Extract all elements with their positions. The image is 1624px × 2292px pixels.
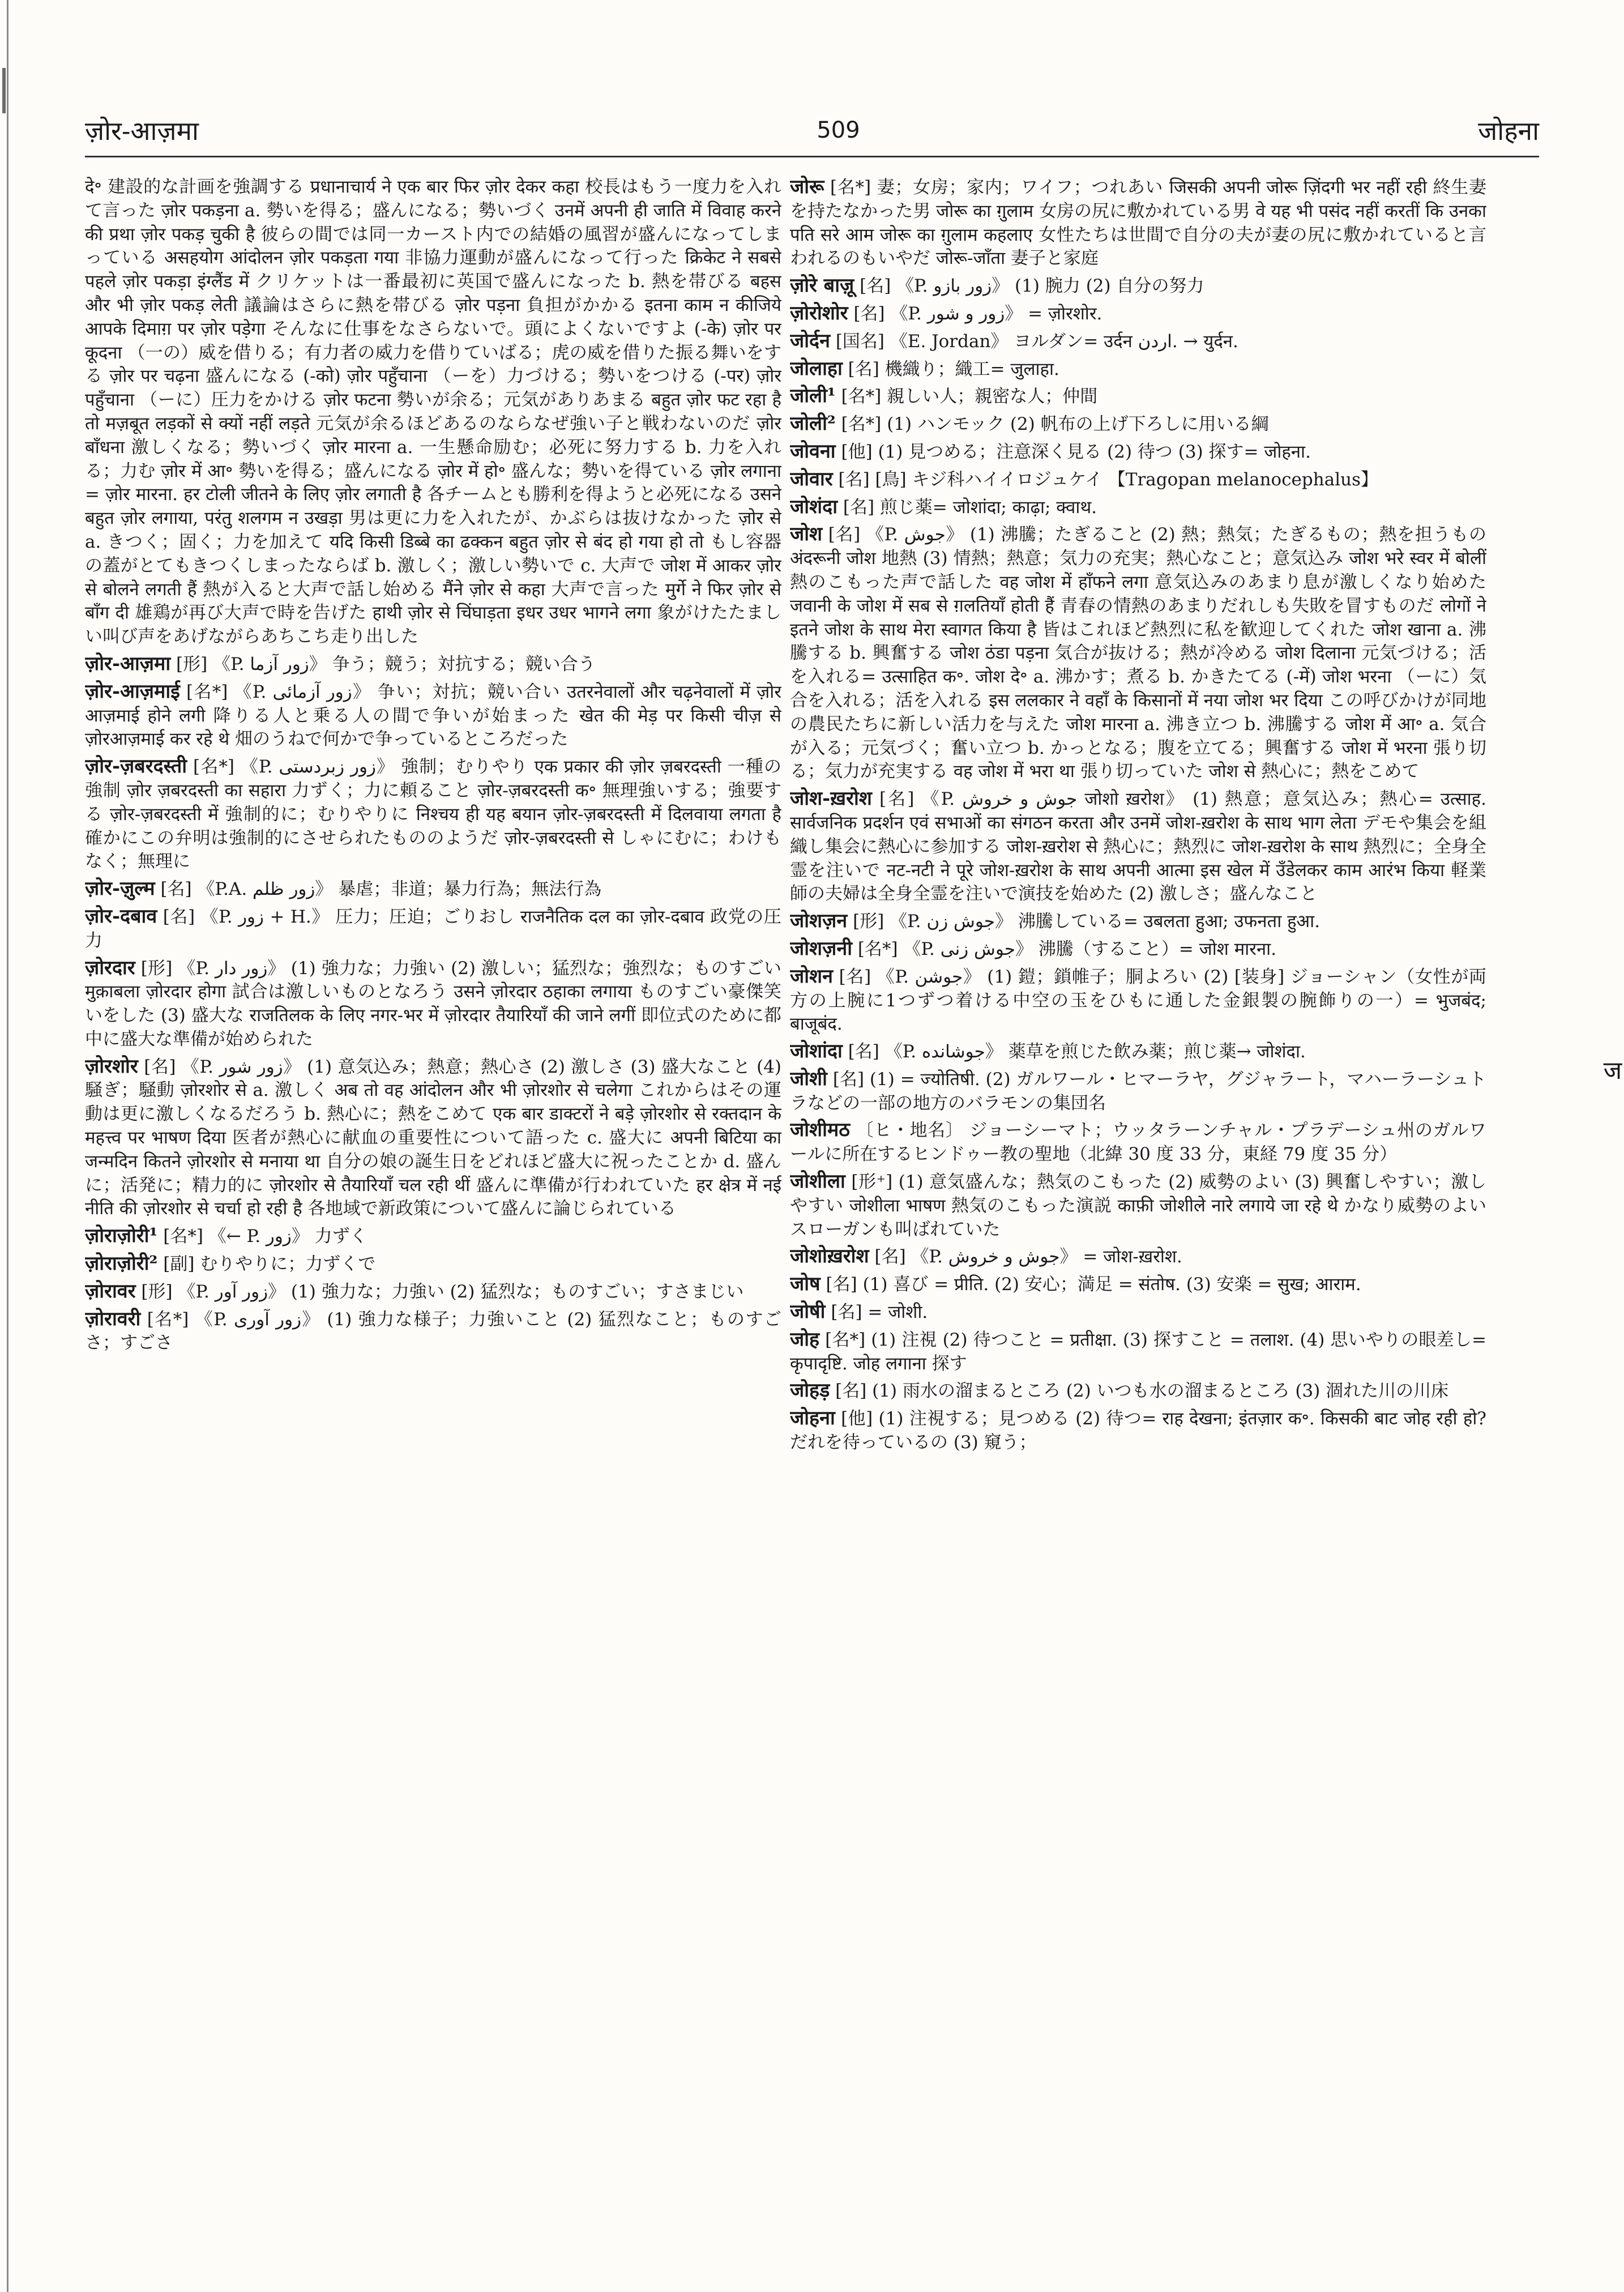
entry-definition: [名] = जोशी. (831, 1302, 928, 1323)
entry-definition: [形⁺] (1) 意気盛んな；熱気のこもった (2) 威勢のよい (3) 興奮しやすい；激しやすい जोशीला भाषण 熱気のこもった演説 काफ़ी जोशीले नारे लगाये जा रहे थे かなり威勢のよいスローガンも叫ばれていた (790, 1172, 1486, 1240)
dictionary-entry (790, 385, 1486, 409)
dictionary-entry (790, 302, 1486, 326)
entry-headword: जोली² (790, 412, 836, 436)
entry-headword: जोशीमठ (790, 1119, 851, 1142)
entry-headword: जोश (790, 523, 823, 546)
entry-definition: [形] 《P. جوش زن》 沸騰している= उबलता हुआ; उफनता हुआ. (853, 911, 1320, 932)
entry-definition: [形] 《P. زور آور》 (1) 強力な；力強い (2) 猛烈な；ものすごい；すさまじい (141, 1281, 744, 1302)
entry-headword: जोशज़न (790, 910, 848, 933)
entry-headword: जोवार (790, 467, 833, 490)
entry-definition: [名] (1) 喜び = प्रीति. (2) 安心；満足 = संतोष. (3) 安楽 = सुख; आराम. (826, 1274, 1361, 1295)
dictionary-entry (790, 1245, 1486, 1269)
dictionary-entry (85, 1308, 781, 1356)
entry-headword: जोशी (790, 1067, 827, 1090)
dictionary-entry (85, 1224, 781, 1249)
dictionary-entry (790, 523, 1486, 784)
dictionary-entry (790, 1379, 1486, 1403)
dictionary-entry (85, 1252, 781, 1277)
entry-headword: जोशंदा (790, 495, 838, 518)
entry-definition: [名] [鳥] キジ科ハイイロジュケイ 【Tragopan melanocephalus】 (838, 469, 1378, 490)
dictionary-entry (790, 330, 1486, 354)
entry-definition: [名] 《P. زور و شور》 = ज़ोरशोर. (853, 303, 1102, 324)
dictionary-entry (790, 1068, 1486, 1116)
dictionary-entry (85, 957, 781, 1052)
entry-headword: जोशज़नी (790, 937, 853, 960)
entry-definition: [名*] 《P. جوش زنی》 沸騰（すること）= जोश मारना. (857, 938, 1277, 959)
dictionary-entry (85, 905, 781, 953)
header-rule (85, 156, 1539, 157)
left-column (85, 176, 781, 2180)
entry-definition: [名] 《P. زور + H.》 圧力；圧迫；ごりおし राजनैतिक दल का ज़ोर-दबाव 政党の圧力 (85, 906, 781, 951)
entry-definition: [名] 《P. زور بازو》 (1) 腕力 (2) 自分の努力 (860, 276, 1204, 297)
dictionary-entry (85, 652, 781, 677)
entry-definition: दे॰ 建設的な計画を強調する प्रधानाचार्य ने एक बार फिर ज़ोर देकर कहा 校長はもう一度力を入れて言った ज़ोर पकड़ना a. 勢いを得る；盛んになる；勢いづく उनमें अपनी ही जाति में विवाह करने की प्रथा ज़ोर पकड़ चुकी है 彼らの間では同一カースト内での結婚の風習が盛んになってしまっている असहयोग आंदोलन ज़ोर पकड़ता गया 非協力運動が盛んになって行った क्रिकेट ने सबसे पहले ज़ोर पकड़ा इंग्लैंड में クリケットは一番最初に英国で盛んになった b. 熱を帯びる बहस और भी ज़ोर पकड़ लेती 議論はさらに熱を帯びる ज़ोर पड़ना 負担がかかる इतना काम न कीजिये आपके दिमाग़ पर ज़ोर पड़ेगा そんなに仕事をなさらないで。頭によくないですよ (-के) ज़ोर पर कूदना （一の）威を借りる；有力者の威力を借りていばる；虎の威を借りた振る舞いをする ज़ोर पर चढ़ना 盛んになる (-को) ज़ोर पहुँचाना （ーを）力づける；勢いをつける (-पर) ज़ोर पहुँचाना （ーに）圧力をかける ज़ोर फटना 勢いが余る；元気がありあまる बहुत ज़ोर फट रहा है तो मज़बूत लड़कों से क्यों नहीं लड़ते 元気が余るほどあるのならなぜ強い子と戦わないのだ ज़ोर बाँधना 激しくなる；勢いづく ज़ोर मारना a. 一生懸命励む；必死に努力する b. 力を入れる；力む ज़ोर में आ॰ 勢いを得る；盛んになる ज़ोर में हो॰ 盛んな；勢いを得ている ज़ोर लगाना = ज़ोर मारना. हर टोली जीतने के लिए ज़ोर लगाती है 各チームとも勝利を得ようと必死になる उसने बहुत ज़ोर लगाया, परंतु शलगम न उखड़ा 男は更に力を入れたが、かぶらは抜けなかった ज़ोर से a. きつく；固く；力を加えて यदि किसी डिब्बे का ढक्कन बहुत ज़ोर से बंद हो गया हो तो もし容器の蓋がとてもきつくしまったならば b. 激しく；激しい勢いで c. 大声で जोश में आकर ज़ोर से बोलने लगती हैं 熱が入ると大声で話し始める मैंने ज़ोर से कहा 大声で言った मुर्गे ने फिर ज़ोर से बाँग दी 雄鶏が再び大声で時を告げた हाथी ज़ोर से चिंघाड़ता इधर उधर भागने लगा 象がけたたましい叫び声をあげながらあちこち走り出した (85, 177, 781, 647)
entry-headword: जोरू (790, 176, 824, 198)
entry-headword: जोष (790, 1273, 820, 1296)
dictionary-entry (85, 680, 781, 752)
entry-definition: [名*] 妻；女房；家内；ワイフ；つれあい जिसकी अपनी जोरू ज़िंदगी भर नहीं रही 終生妻を持たなかった男 जोरू का ग़ुलाम 女房の尻に敷かれている男 वे यह भी पसंद नहीं करतीं कि उनका पति सरे आम जोरू का ग़ुलाम कहलाए 女性たちは世間で自分の夫が妻の尻に敷かれていると言われるのもいやだ जोरू-जाँता 妻子と家庭 (790, 177, 1486, 269)
entry-headword: जोवना (790, 439, 836, 463)
entry-headword: जोषी (790, 1300, 826, 1324)
entry-definition: [名*] 親しい人；親密な人；仲間 (841, 386, 1098, 407)
entry-definition: [他] (1) 見つめる；注意深く見る (2) 待つ (3) 探す= जोहना. (841, 441, 1311, 462)
entry-headword: ज़ोरे बाज़ू (790, 274, 854, 297)
entry-definition: [国名] 《E. Jordan》 ヨルダン= उर्दन اردن. → युर्दन. (835, 331, 1238, 352)
page-edge-mark (2, 68, 6, 113)
right-guide-word: जोहना (1478, 116, 1539, 146)
entry-headword: ज़ोराज़ोरी² (85, 1252, 158, 1275)
dictionary-entry (790, 787, 1486, 906)
entry-headword: जोश-ख़रोश (790, 787, 872, 810)
entry-headword: जोशोख़रोश (790, 1245, 869, 1268)
dictionary-entry (790, 412, 1486, 437)
dictionary-entry (790, 357, 1486, 382)
entry-definition: [名*] 《P. زور زبردستی》 強制；むりやり एक प्रकार की ज़ोर ज़बरदस्ती 一種の強制 ज़ोर ज़बरदस्ती का सहारा 力ずく；力に頼ること ज़ोर-ज़बरदस्ती क॰ 無理強いする；強要する ज़ोर-ज़बरदस्ती में 強制的に；むりやりに निश्चय ही यह बयान ज़ोर-ज़बरदस्ती में दिलवाया लगता है 確かにこの弁明は強制的にさせられたもののようだ ज़ोर-ज़बरदस्ती से しゃにむに；わけもなく；無理に (85, 757, 781, 872)
entry-headword: ज़ोर-आज़मा (85, 652, 171, 675)
dictionary-entry (85, 1280, 781, 1304)
entry-headword: जोर्दन (790, 329, 830, 352)
dictionary-entry (790, 1300, 1486, 1325)
entry-definition: [名] 《P. جوش و خروش जोशो ख़रोश》 (1) 熱意；意気込み；熱心= उत्साह. सार्वजनिक प्रदर्शन एवं सभाओं का संगठन करता और उनमें जोश-ख़रोश के साथ भाग लेता デモや集会を組織し集会に熱心に参加する जोश-ख़रोश से 熱心に；熱烈に जोश-ख़रोश के साथ 熱烈に；全身全霊を注いで नट-नटी ने पूरे जोश-ख़रोश के साथ अपनी आत्मा इस खेल में उँडेलकर काम आरंभ किया 軽業師の夫婦は全身全霊を注いで演技を始めた (2) 激しさ；盛んなこと (790, 789, 1486, 904)
entry-headword: जोलाहा (790, 357, 843, 380)
entry-definition: [名] 機織り；織工= जुलाहा. (848, 358, 1059, 379)
entry-definition: [名] 《P. جوش و خروش》 = जोश-ख़रोश. (874, 1247, 1182, 1267)
dictionary-entry (790, 910, 1486, 934)
entry-headword: ज़ोरावर (85, 1279, 136, 1303)
dictionary-entry (790, 468, 1486, 492)
entry-headword: जोहना (790, 1407, 835, 1430)
dictionary-entry (790, 1328, 1486, 1376)
entry-definition: [名] 《P.A. زور ظلم》 暴虐；非道；暴力行為；無法行為 (160, 879, 602, 900)
page-edge-line (7, 0, 8, 2292)
entry-headword: जोशांदा (790, 1040, 843, 1063)
dictionary-entry (790, 496, 1486, 520)
entry-definition: [副] むりやりに；力ずくで (163, 1254, 376, 1275)
dictionary-entry (790, 1040, 1486, 1064)
entry-definition: [名] 《P. جوش》 (1) 沸騰；たぎること (2) 熱；熱気；たぎるもの；熱を担うもの अंदरूनी जोश 地熱 (3) 情熱；熱意；気力の充実；熱心なこと；意気込み जोश भरे स्वर में बोलीं 熱のこもった声で話した वह जोश में हाँफने लगा 意気込みのあまり息が激しくなり始めた जवानी के जोश में सब से ग़लतियाँ होती हैं 青春の情熱のあまりだれしも失敗を冒すものだ लोगों ने इतने जोश के साथ मेरा स्वागत किया है 皆はこれほど熱烈に私を歓迎してくれた जोश खाना a. 沸騰する b. 興奮する जोश ठंडा पड़ना 気合が抜ける；熱が冷める जोश दिलाना 元気づける；活を入れる= उत्साहित क॰. जोश दे॰ a. 沸かす；煮る b. かきたてる (-में) जोश भरना （ーに）気合を入れる；活を入れる इस ललकार ने वहाँ के किसानों में नया जोश भर दिया この呼びかけが同地の農民たちに新しい活力を与えた जोश मारना a. 沸き立つ b. 沸騰する जोश में आ॰ a. 気合が入る；元気づく；奮い立つ b. かっとなる；腹を立てる；興奮する जोश में भरना 張り切る；気力が充実する वह जोश में भरा था 張り切っていた जोश से 熱心に；熱をこめて (790, 524, 1486, 782)
dictionary-entry (790, 274, 1486, 298)
entry-headword: जोहड़ (790, 1379, 830, 1402)
entry-definition: [名*] (1) ハンモック (2) 帆布の上げ下ろしに用いる綱 (841, 414, 1269, 435)
dictionary-entry (790, 1119, 1486, 1167)
entry-headword: ज़ोर-दबाव (85, 904, 157, 928)
entry-headword: ज़ोर-आज़माई (85, 680, 180, 703)
entry-headword: ज़ोर-ज़ुल्म (85, 877, 155, 900)
page-header (85, 110, 1539, 150)
entry-definition: [名] 煎じ薬= जोशांदा; काढ़ा; क्वाथ. (843, 497, 1097, 518)
entry-definition: [名] 《P. زور شور》 (1) 意気込み；熱意；熱心さ (2) 激しさ (3) 盛大なこと (4) 騒ぎ；騒動 ज़ोरशोर से a. 激しく अब तो वह आंदोलन और भी ज़ोरशोर से चलेगा これからはその運動は更に激しくなるだろう b. 熱心に；熱をこめて एक बार डाक्टरों ने बड़े ज़ोरशोर से रक्तदान के महत्त्व पर भाषण दिया 医者が熱心に献血の重要性について語った c. 盛大に अपनी बिटिया का जन्मदिन कितने ज़ोरशोर से मनाया था 自分の娘の誕生日をどれほど盛大に祝ったことか d. 盛んに；活発に；精力的に ज़ोरशोर से तैयारियाँ चल रही थीं 盛んに準備が行われていた हर क्षेत्र में नई नीति की ज़ोरशोर से चर्चा हो रही है 各地域で新政策について盛んに論じられている (85, 1056, 781, 1219)
entry-headword: जोह (790, 1328, 820, 1351)
dictionary-entry (790, 1273, 1486, 1297)
dictionary-entry (85, 176, 781, 649)
side-index-tab: ज (1603, 1056, 1622, 1085)
dictionary-entry (790, 1407, 1486, 1455)
entry-headword: ज़ोर-ज़बरदस्ती (85, 755, 187, 778)
entry-definition: [形] 《P. زور آزما》 争う；競う；対抗する；競い合う (176, 654, 596, 675)
entry-headword: ज़ोराज़ोरी¹ (85, 1224, 158, 1248)
entry-headword: ज़ोरशोर (85, 1055, 138, 1078)
entry-headword: जोली¹ (790, 385, 836, 408)
entry-headword: ज़ोरोशोर (790, 301, 848, 325)
entry-definition: [名*] (1) 注視 (2) 待つこと = प्रतीक्षा. (3) 探すこと = तलाश. (4) 思いやりの眼差し= कृपादृष्टि. जोह लगाना 探す (790, 1329, 1486, 1374)
entry-definition: 〔ヒ・地名〕 ジョーシーマト；ウッタラーンチャル・プラデーシュ州のガルワールに所在するヒンドゥー教の聖地（北緯 30 度 33 分，東経 79 度 35 分） (790, 1120, 1486, 1165)
entry-definition: [形] 《P. زور دار》 (1) 強力な；力強い (2) 激しい；猛烈な；強烈な；ものすごい मुक़ाबला ज़ोरदार होगा 試合は激しいものとなろう उसने ज़ोरदार ठहाका लगाया ものすごい豪傑笑いをした (3) 盛大な राजतिलक के लिए नगर-भर में ज़ोरदार तैयारियाँ की जाने लगीं 即位式のために都中に盛大な準備が始められた (85, 958, 781, 1049)
entry-headword: जोशीला (790, 1170, 845, 1193)
entry-definition: [名] (1) 雨水の溜まるところ (2) いつも水の溜まるところ (3) 涸れた川の川床 (835, 1381, 1449, 1402)
entry-definition: [名] 《P. جوشن》 (1) 鎧；鎖帷子；胴よろい (2) [装身] ジョーシャン（女性が両方の上腕に1つずつ着ける中空の玉をひもに通した金銀製の腕飾りの一）= भुजबंद; बाजूबंद. (790, 966, 1486, 1035)
entry-definition: [名*] 《← P. زور》 力ずく (163, 1226, 367, 1247)
entry-definition: [他] (1) 注視する；見つめる (2) 待つ= राह देखना; इंतज़ार क॰. किसकी बाट जोह रही हो? だれを待っているの (3) 窺う； (790, 1409, 1486, 1453)
dictionary-entry (790, 965, 1486, 1036)
entry-headword: ज़ोरदार (85, 956, 135, 979)
entry-definition: [名*] 《P. زور آزمائی》 争い；対抗；競い合い उतरनेवालों और चढ़नेवालों में ज़ोर आज़माई होने लगी 降りる人と乗る人の間で争いが始まった खेत की मेड़ पर किसी चीज़ से ज़ोरआज़माई कर रहे थे 畑のうねで何かで争っているところだった (85, 681, 781, 750)
entry-definition: [名] (1) = ज्योतिषी. (2) ガルワール・ヒマーラヤ，グジャラート，マハーラーシュトラなどの一部の地方のバラモンの集団名 (790, 1069, 1486, 1113)
entry-headword: जोशन (790, 964, 834, 988)
dictionary-entry (790, 440, 1486, 464)
dictionary-entry (790, 937, 1486, 962)
dictionary-entry (85, 877, 781, 902)
left-guide-word: ज़ोर-आज़मा (85, 116, 199, 146)
entry-definition: [名] 《P. جوشانده》 薬草を煎じた飲み薬；煎じ薬→ जोशंदा. (848, 1042, 1306, 1062)
dictionary-entry (790, 1170, 1486, 1241)
page-number: 509 (817, 117, 860, 143)
dictionary-entry (85, 1055, 781, 1222)
dictionary-entry (790, 176, 1486, 271)
dictionary-entry (85, 755, 781, 874)
entry-definition: [名*] 《P. زور آوری》 (1) 強力な様子；力強いこと (2) 猛烈なこと；ものすごさ；すごさ (85, 1309, 781, 1354)
right-column (790, 176, 1486, 2180)
entry-headword: ज़ोरावरी (85, 1307, 141, 1330)
